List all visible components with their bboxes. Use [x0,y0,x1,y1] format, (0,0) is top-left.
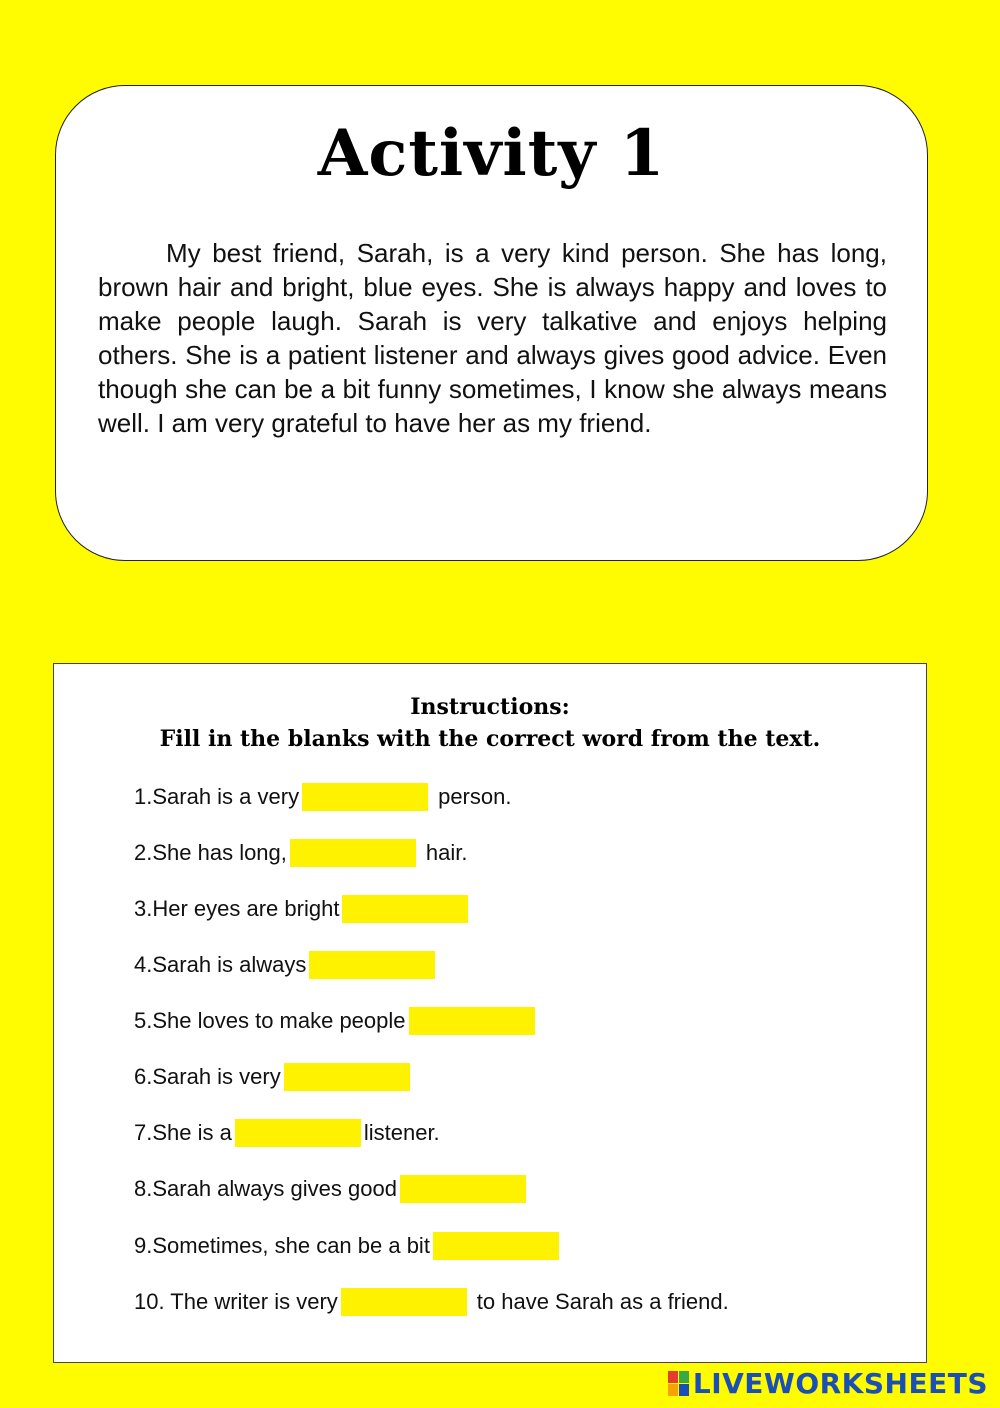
reading-passage: My best friend, Sarah, is a very kind person. She has long, brown hair and bright, blue eyes. She is always happy and loves to make people laugh. Sarah is very talkative and enjoys helping others. She is a patient listener and always gives good advice. Even though she can be a bit funny sometimes, I know she always means well. I am very grateful to have her as my friend. [98,238,887,438]
question-text: 7.She is a [134,1120,232,1145]
question-text: 1.Sarah is a very [134,784,300,809]
question-text: 10. The writer is very [134,1289,338,1314]
question-text: 5.She loves to make people [134,1008,406,1033]
answer-blank-7[interactable] [235,1119,361,1147]
question-4 [134,948,438,982]
question-text: 6.Sarah is very [134,1064,281,1089]
activity-title: Activity 1 [317,116,666,191]
answer-blank-6[interactable] [284,1063,410,1091]
question-3 [134,892,471,926]
answer-blank-4[interactable] [309,951,435,979]
liveworksheets-logo[interactable] [668,1366,988,1400]
question-text-after: person. [438,784,512,809]
question-10 [134,1285,729,1319]
question-9 [134,1229,562,1263]
logo-text: LIVEWORKSHEETS [692,1366,988,1400]
question-2 [134,836,468,870]
answer-blank-1[interactable] [302,783,428,811]
question-7 [134,1116,440,1150]
question-6 [134,1060,413,1094]
instructions-text: Fill in the blanks with the correct word from the text. [159,726,821,752]
answer-blank-8[interactable] [400,1175,526,1203]
question-text-after: listener. [363,1120,440,1145]
question-text: 4.Sarah is always [134,952,307,977]
instructions-heading: Instructions: [410,694,570,720]
answer-blank-9[interactable] [433,1232,559,1260]
exercise-card [53,663,927,1363]
activity-card [55,85,928,561]
question-8 [134,1172,529,1206]
question-text: 9.Sometimes, she can be a bit [134,1233,430,1258]
answer-blank-3[interactable] [342,895,468,923]
answer-blank-10[interactable] [341,1288,467,1316]
question-text: 2.She has long, [134,840,287,865]
question-5 [134,1004,538,1038]
question-text: 3.Her eyes are bright [134,896,340,921]
answer-blank-2[interactable] [290,839,416,867]
liveworksheets-logo-icon [668,1371,689,1396]
answer-blank-5[interactable] [409,1007,535,1035]
question-text-after: to have Sarah as a friend. [476,1289,729,1314]
question-1 [134,780,511,814]
question-text-after: hair. [425,840,468,865]
question-text: 8.Sarah always gives good [134,1176,397,1201]
